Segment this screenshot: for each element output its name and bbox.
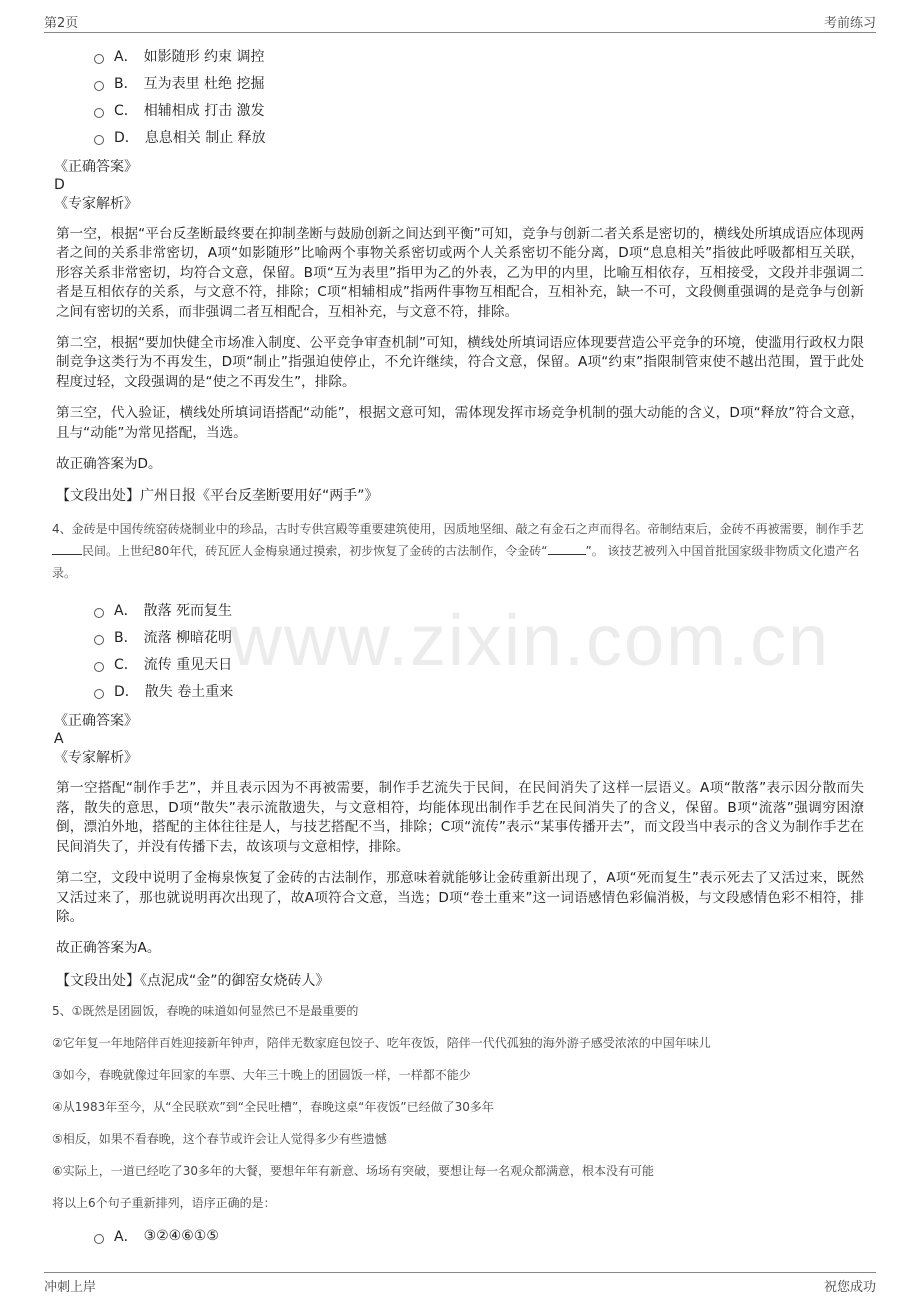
analysis-conclusion: 故正确答案为A。 xyxy=(56,940,161,957)
radio-icon[interactable] xyxy=(94,1234,104,1244)
footer-right-text: 祝您成功 xyxy=(823,1280,876,1295)
radio-icon[interactable] xyxy=(94,608,104,618)
document-body xyxy=(52,40,864,1250)
radio-icon[interactable] xyxy=(94,81,104,91)
analysis-heading: 《专家解析》 xyxy=(54,196,138,212)
sentence: ⑤相反，如果不看春晚，这个春节或许会让人觉得多少有些遗憾 xyxy=(52,1131,387,1146)
page-number: 第2页 xyxy=(44,16,79,31)
footer-left-text: 冲刺上岸 xyxy=(44,1280,97,1295)
sentence: ②它年复一年地陪伴百姓迎接新年钟声，陪伴无数家庭包饺子、吃年夜饭，陪伴一代代孤独的海外游子感受浓浓的中国年味儿 xyxy=(52,1035,711,1050)
q4-option-c[interactable]: C． 流传 重见天日 xyxy=(56,650,864,677)
q4-option-d[interactable]: D． 散失 卷土重来 xyxy=(56,677,864,704)
q3-option-b[interactable]: B． 互为表里 杜绝 挖掘 xyxy=(56,69,864,96)
q3-option-a[interactable]: A． 如影随形 约束 调控 xyxy=(56,42,864,69)
question-sentences xyxy=(52,1001,864,1213)
question-prompt: 将以上6个句子重新排列，语序正确的是： xyxy=(52,1195,276,1210)
analysis-paragraph: 第二空，根据“要加快健全市场准入制度、公平竞争审查机制”可知，横线处所填词语应体现要营造公平竞争的环境，使滥用行政权力限制竞争这类行为不再发生，D项“制止”指强迫使停止，不允许继续，符合文意，保留。A项“约束”指限制管束使不越出范围，置于此处程度过轻，文段强调的是“使之不再发生”，排除。 xyxy=(56,335,864,390)
answer-value: D xyxy=(54,177,65,193)
sentence: ③如今，春晚就像过年回家的车票、大年三十晚上的团圆饭一样，一样都不能少 xyxy=(52,1067,471,1082)
sentence: ⑥实际上，一道已经吃了30多年的大餐，要想年年有新意、场场有突破，要想让每一名观众都满意，根本没有可能 xyxy=(52,1163,655,1178)
sentence: 5、①既然是团圆饭，春晚的味道如何显然已不是最重要的 xyxy=(52,1003,359,1018)
radio-icon[interactable] xyxy=(94,635,104,645)
q3-options xyxy=(56,42,864,150)
analysis-conclusion: 故正确答案为D。 xyxy=(56,456,162,473)
q3-option-c[interactable]: C． 相辅相成 打击 激发 xyxy=(56,96,864,123)
radio-icon[interactable] xyxy=(94,662,104,672)
analysis-paragraph: 第三空，代入验证，横线处所填词语搭配“动能”，根据文意可知，需体现发挥市场竞争机制的强大动能的含义，D项“释放”符合文意，且与“动能”为常见搭配，当选。 xyxy=(56,405,864,441)
answer-blank xyxy=(548,542,586,555)
radio-icon[interactable] xyxy=(94,54,104,64)
analysis-paragraph: 第二空，文段中说明了金梅泉恢复了金砖的古法制作，那意味着就能够让金砖重新出现了，A项“死而复生”表示死去了又活过来，既然又活过来了，那也就说明再次出现了，故A项符合文意，当选；D项“卷土重来”这一词语感情色彩偏消极，与文段感情色彩不相符，排除。 xyxy=(56,870,864,925)
header-title: 考前练习 xyxy=(823,16,876,31)
sentence: ④从1983年至今，从“全民联欢”到“全民吐槽”，春晚这桌“年夜饭”已经做了30多年 xyxy=(52,1099,494,1114)
q5-option-a[interactable]: A． ③②④⑥①⑤ xyxy=(56,1223,864,1250)
analysis-paragraph: 第一空搭配“制作手艺”，并且表示因为不再被需要，制作手艺流失于民间，在民间消失了这样一层语义。A项“散落”表示因分散而失落，散失的意思，D项“散失”表示流散遗失，与文意相符，均能体现出制作手艺在民间消失了的含义，保留。B项“流落”强调穷困潦倒，漂泊外地，搭配的主体往往是人，与技艺搭配不当，排除；C项“流传”表示“某事传播开去”，而文段当中表示的含义为制作手艺在民间消失了，并没有传播下去，故该项与文意相悖，排除。 xyxy=(56,780,864,855)
q4-options xyxy=(56,596,864,704)
q4-option-b[interactable]: B． 流落 柳暗花明 xyxy=(56,623,864,650)
analysis-paragraph: 第一空，根据“平台反垄断最终要在抑制垄断与鼓励创新之间达到平衡”可知，竞争与创新二者关系是密切的，横线处所填成语应体现两者之间的关系非常密切，A项“如影随形”比喻两个事物关系密切或两个人关系密切不能分离，D项“息息相关”指彼此呼吸都相互关联，形容关系非常密切，均符合文意，保留。B项“互为表里”指甲为乙的外表，乙为甲的内里，比喻互相依存，互相接受，文段并非强调二者是互相依存的关系，与文意不符，排除；C项“相辅相成”指两件事物互相配合，互相补充，缺一不可，文段侧重强调的是竞争与创新之间有密切的关系，而非强调二者互相配合，互相补充，与文意不符，排除。 xyxy=(56,226,864,320)
answer-heading: 《正确答案》 xyxy=(54,713,138,730)
q3-option-d[interactable]: D． 息息相关 制止 释放 xyxy=(56,123,864,150)
page-footer xyxy=(44,1272,876,1296)
question-stem: 4、金砖是中国传统窑砖烧制业中的珍品，古时专供宫殿等重要建筑使用，因质地坚细、敲之有金石之声而得名。帝制结束后，金砖不再被需要，制作手艺民间。上世纪80年代，砖瓦匠人金梅泉通过摸索，初步恢复了金砖的古法制作，令金砖“ ”。 该技艺被列入中国首批国家级非物质文化遗产名录。 xyxy=(52,522,864,581)
answer-value: A xyxy=(54,731,64,748)
q5-options xyxy=(56,1223,864,1250)
answer-blank xyxy=(52,542,82,555)
passage-source: 【文段出处】《点泥成“金”的御窑女烧砖人》 xyxy=(56,972,330,989)
analysis-heading: 《专家解析》 xyxy=(54,750,138,767)
radio-icon[interactable] xyxy=(94,135,104,145)
radio-icon[interactable] xyxy=(94,689,104,699)
answer-heading: 《正确答案》 xyxy=(54,159,138,175)
watermark: www.zixin.com.cn xyxy=(230,601,831,681)
page-header xyxy=(44,12,876,33)
q4-option-a[interactable]: A． 散落 死而复生 xyxy=(56,596,864,623)
radio-icon[interactable] xyxy=(94,108,104,118)
passage-source: 【文段出处】广州日报《平台反垄断要用好“两手”》 xyxy=(56,488,379,505)
